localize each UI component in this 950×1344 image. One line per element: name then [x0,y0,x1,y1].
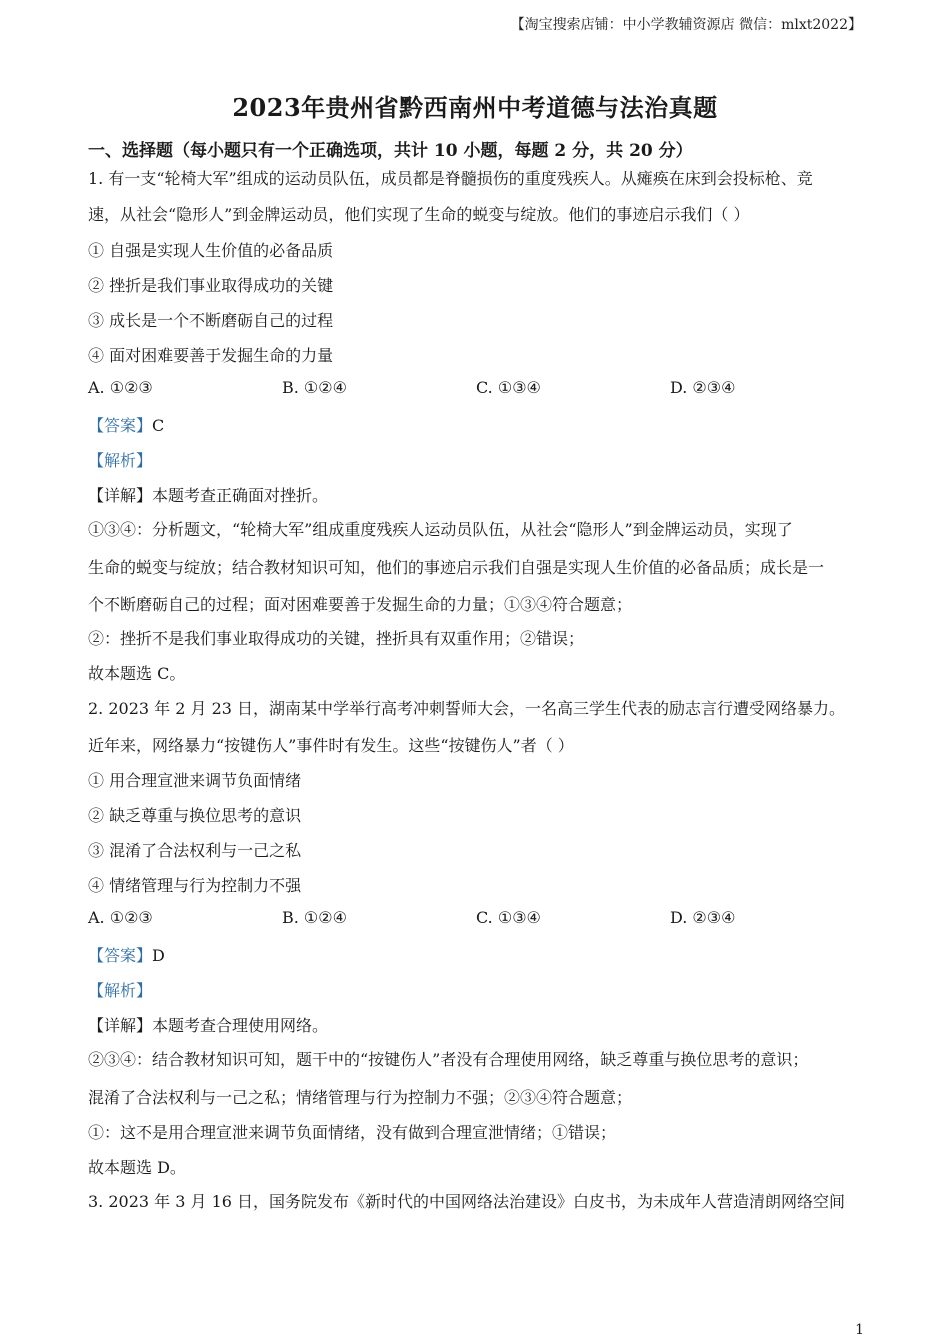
q2-stem-line-1: 2. 2023 年 2 月 23 日，湖南某中学举行高考冲刺誓师大会，一名高三学生代表的励志言行遭受网络暴力。 [88,699,846,718]
q2-answer-tag: 【答案】 [88,946,153,965]
q1-option-b: B. ①②④ [282,378,347,397]
q2-detail-text: 本题考查合理使用网络。 [152,1016,329,1035]
q2-conclusion: 故本题选 D。 [88,1158,186,1177]
q1-analysis-tag: 【解析】 [88,451,153,470]
q1-option-d: D. ②③④ [670,378,736,397]
q1-option-a: A. ①②③ [88,378,153,397]
q1-explanation-line-3: 个不断磨砺自己的过程；面对困难要善于发掘生命的力量；①③④符合题意； [88,595,633,614]
q2-analysis-tag: 【解析】 [88,981,153,1000]
q2-explanation-line-3: ①：这不是用合理宣泄来调节负面情绪，没有做到合理宣泄情绪；①错误； [88,1123,617,1142]
q2-item-4: ④ 情绪管理与行为控制力不强 [88,876,302,895]
q1-detail-text: 本题考查正确面对挫折。 [152,486,329,505]
q2-detail-tag: 【详解】 [88,1016,153,1035]
q2-option-d: D. ②③④ [670,908,736,927]
q1-answer [88,413,164,436]
section-heading: 一、选择题（每小题只有一个正确选项，共计 10 小题，每题 2 分，共 20 分） [88,141,693,161]
q2-explanation-line-2: 混淆了合法权利与一己之私；情绪管理与行为控制力不强；②③④符合题意； [88,1088,633,1107]
q1-conclusion: 故本题选 C。 [88,664,186,683]
q1-answer-value: C [152,416,165,435]
q1-detail [88,483,328,506]
q1-explanation-line-2: 生命的蜕变与绽放；结合教材知识可知，他们的事迹启示我们自强是实现人生价值的必备品质；成长是一 [88,558,825,577]
q2-detail [88,1013,328,1036]
page-title: 2023年贵州省黔西南州中考道德与法治真题 [232,93,718,122]
q2-explanation-line-1: ②③④：结合教材知识可知，题干中的“按键伤人”者没有合理使用网络，缺乏尊重与换位思考的意识； [88,1050,809,1069]
q1-option-c: C. ①③④ [476,378,541,397]
q2-answer-value: D [152,946,165,965]
page-number: 1 [855,1322,864,1338]
q2-item-2: ② 缺乏尊重与换位思考的意识 [88,806,302,825]
q1-stem-line-1: 1. 有一支“轮椅大军”组成的运动员队伍，成员都是脊髓损伤的重度残疾人。从瘫痪在床到会投标枪、竞 [88,169,813,188]
q2-option-a: A. ①②③ [88,908,153,927]
q1-item-4: ④ 面对困难要善于发掘生命的力量 [88,346,334,365]
q2-stem-line-2: 近年来，网络暴力“按键伤人”事件时有发生。这些“按键伤人”者（ ） [88,736,574,755]
q1-detail-tag: 【详解】 [88,486,153,505]
q1-answer-tag: 【答案】 [88,416,153,435]
q3-stem-line-1: 3. 2023 年 3 月 16 日，国务院发布《新时代的中国网络法治建设》白皮书，为未成年人营造清朗网络空间 [88,1192,846,1211]
q1-explanation-line-1: ①③④：分析题文，“轮椅大军”组成重度残疾人运动员队伍，从社会“隐形人”到金牌运动员，实现了 [88,520,793,539]
q1-item-2: ② 挫折是我们事业取得成功的关键 [88,276,334,295]
q2-option-b: B. ①②④ [282,908,347,927]
q1-item-3: ③ 成长是一个不断磨砺自己的过程 [88,311,334,330]
q1-item-1: ① 自强是实现人生价值的必备品质 [88,241,334,260]
q2-option-c: C. ①③④ [476,908,541,927]
q2-answer [88,943,165,966]
header-note: 【淘宝搜索店铺：中小学教辅资源店 微信：mlxt2022】 [510,17,862,33]
q1-stem-line-2: 速，从社会“隐形人”到金牌运动员，他们实现了生命的蜕变与绽放。他们的事迹启示我们（ ） [88,205,750,224]
q2-item-3: ③ 混淆了合法权利与一己之私 [88,841,302,860]
q2-item-1: ① 用合理宣泄来调节负面情绪 [88,771,302,790]
q1-explanation-line-4: ②：挫折不是我们事业取得成功的关键，挫折具有双重作用；②错误； [88,629,585,648]
